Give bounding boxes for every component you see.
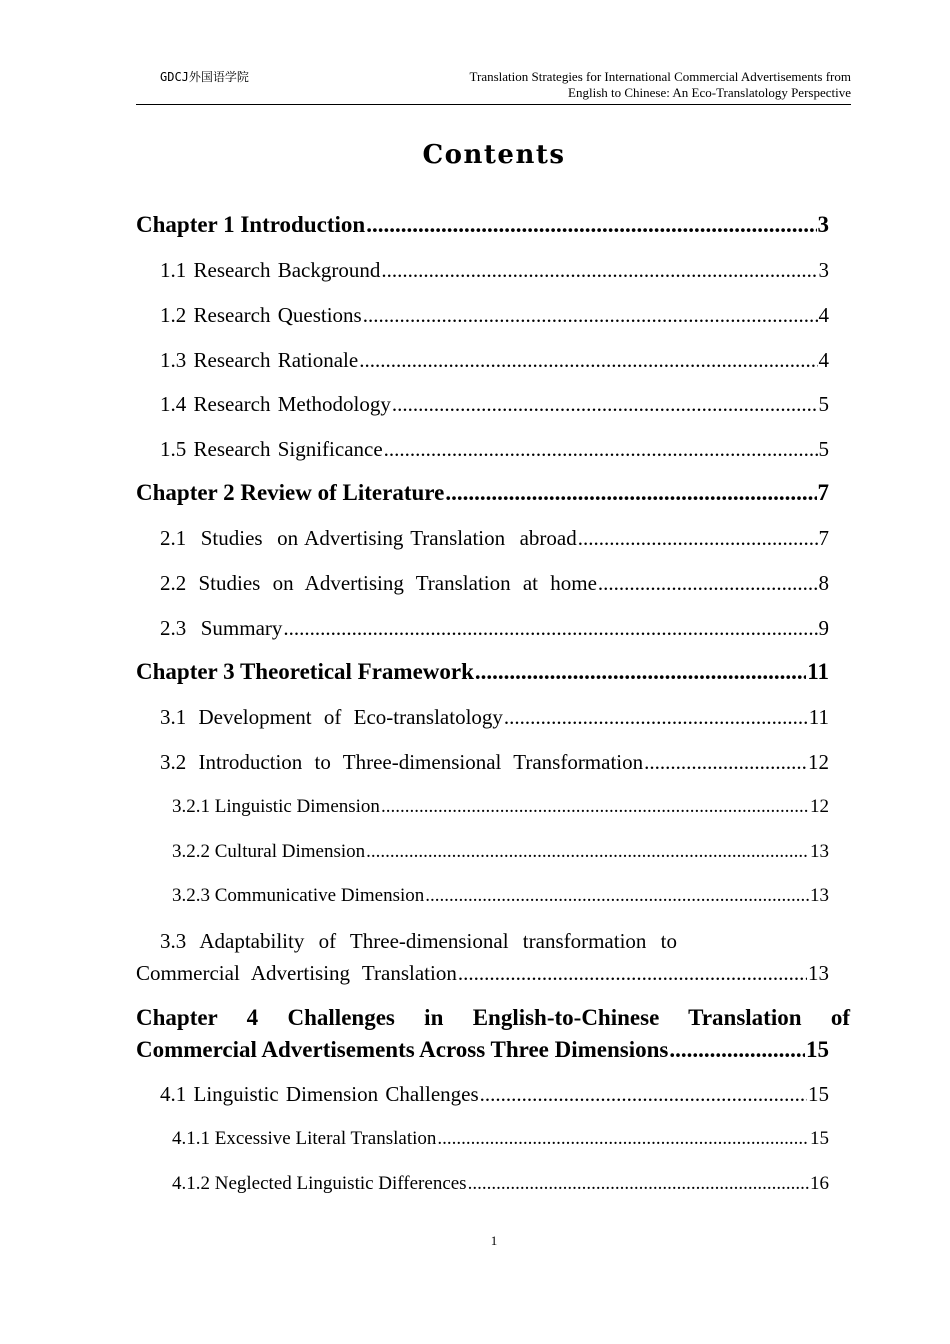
toc-section-3-1[interactable] <box>160 705 829 730</box>
toc-label-line-2-row <box>136 1034 829 1066</box>
toc-section-1-1[interactable] <box>160 258 829 283</box>
toc-label: Chapter 2 Review of Literature <box>136 480 445 505</box>
toc-leader <box>480 1082 807 1107</box>
contents-title: Contents <box>422 140 566 170</box>
toc-page: 11 <box>807 659 829 684</box>
toc-page: 8 <box>818 571 829 595</box>
toc-subsection-3-2-3[interactable] <box>172 885 829 907</box>
toc-section-1-3[interactable] <box>160 348 829 373</box>
toc-label: 3.2.1 Linguistic Dimension <box>172 796 380 817</box>
toc-page: 15 <box>808 1082 829 1106</box>
toc-page: 11 <box>808 705 829 729</box>
toc-label: 2.1 Studies on Advertising Translation abroad <box>160 526 577 550</box>
toc-leader <box>669 1034 805 1066</box>
toc-chapter-3[interactable] <box>136 659 829 685</box>
toc-page: 9 <box>818 616 829 640</box>
toc-page: 15 <box>810 1128 829 1149</box>
toc-page: 12 <box>810 796 829 817</box>
toc-label: Chapter 1 Introduction <box>136 212 366 237</box>
toc-leader <box>644 750 807 775</box>
toc-page: 13 <box>810 885 829 906</box>
toc-label: 4.1 Linguistic Dimension Challenges <box>160 1082 479 1106</box>
toc-page: 7 <box>817 480 829 505</box>
toc-leader <box>384 437 818 462</box>
header-institution: GDCJ外国语学院 <box>160 70 249 84</box>
toc-section-3-2[interactable] <box>160 750 829 775</box>
toc-subsection-3-2-2[interactable] <box>172 841 829 863</box>
toc-leader <box>475 659 806 685</box>
toc-label: 2.3 Summary <box>160 616 283 640</box>
toc-label: 1.5 Research Significance <box>160 437 383 461</box>
toc-subsection-4-1-2[interactable] <box>172 1173 829 1195</box>
toc-leader <box>381 796 809 818</box>
toc-chapter-2[interactable] <box>136 480 829 506</box>
toc-leader <box>359 348 817 373</box>
toc-label-line-2: Commercial Advertisements Across Three Dimensions <box>136 1037 669 1062</box>
toc-section-1-2[interactable] <box>160 303 829 328</box>
page-number: 1 <box>490 1233 498 1248</box>
toc-page: 13 <box>810 841 829 862</box>
toc-label: Chapter 3 Theoretical Framework <box>136 659 474 684</box>
toc-chapter-4[interactable] <box>136 1002 850 1066</box>
toc-label: 1.2 Research Questions <box>160 303 362 327</box>
toc-leader <box>363 303 818 328</box>
toc-label: 1.4 Research Methodology <box>160 392 391 416</box>
header-thesis-title <box>470 69 852 101</box>
toc-leader <box>504 705 808 730</box>
toc-label: 1.1 Research Background <box>160 258 381 282</box>
toc-label: 3.1 Development of Eco-translatology <box>160 705 503 729</box>
toc-section-2-2[interactable] <box>160 571 829 596</box>
toc-page: 12 <box>808 750 829 774</box>
toc-label: 4.1.2 Neglected Linguistic Differences <box>172 1173 467 1194</box>
header-title-line-1: Translation Strategies for International Commercial Advertisements from <box>469 69 851 84</box>
toc-page: 15 <box>806 1037 829 1062</box>
toc-leader <box>458 957 807 989</box>
toc-leader <box>425 885 809 907</box>
toc-page: 16 <box>810 1173 829 1194</box>
toc-section-2-1[interactable] <box>160 526 829 551</box>
toc-label-line-2-row <box>136 957 829 989</box>
toc-label-line-1: 3.3 Adaptability of Three-dimensional transformation to <box>160 929 678 953</box>
toc-label: 1.3 Research Rationale <box>160 348 359 372</box>
toc-page: 4 <box>818 348 829 372</box>
toc-chapter-1[interactable] <box>136 212 829 238</box>
toc-leader <box>598 571 818 596</box>
toc-page: 5 <box>818 392 829 416</box>
toc-label: 3.2.3 Communicative Dimension <box>172 885 425 906</box>
header-title-line-2: English to Chinese: An Eco-Translatology Perspective <box>568 85 851 100</box>
toc-label: 4.1.1 Excessive Literal Translation <box>172 1128 437 1149</box>
toc-page: 5 <box>818 437 829 461</box>
toc-label-line-1: Chapter 4 Challenges in English-to-Chinese Translation of <box>136 1005 850 1030</box>
toc-section-2-3[interactable] <box>160 616 829 641</box>
toc-section-1-4[interactable] <box>160 392 829 417</box>
toc-page: 7 <box>818 526 829 550</box>
toc-leader <box>366 841 809 863</box>
toc-label: 3.2 Introduction to Three-dimensional Transformation <box>160 750 644 774</box>
toc-section-3-3[interactable] <box>136 925 829 989</box>
toc-leader <box>578 526 818 551</box>
toc-leader <box>381 258 817 283</box>
toc-page: 13 <box>808 961 829 985</box>
toc-leader <box>366 212 816 238</box>
toc-subsection-4-1-1[interactable] <box>172 1128 829 1150</box>
toc-leader <box>445 480 816 506</box>
toc-leader <box>437 1128 809 1150</box>
toc-leader <box>392 392 818 417</box>
toc-section-1-5[interactable] <box>160 437 829 462</box>
toc-label: 2.2 Studies on Advertising Translation at home <box>160 571 597 595</box>
toc-page: 3 <box>818 258 829 282</box>
toc-section-4-1[interactable] <box>160 1082 829 1107</box>
toc-page: 3 <box>817 212 829 237</box>
toc-subsection-3-2-1[interactable] <box>172 796 829 818</box>
toc-page: 4 <box>818 303 829 327</box>
toc-leader <box>283 616 817 641</box>
toc-label-line-2: Commercial Advertising Translation <box>136 961 457 985</box>
toc-label: 3.2.2 Cultural Dimension <box>172 841 366 862</box>
page-header <box>136 66 851 105</box>
toc-leader <box>468 1173 809 1195</box>
